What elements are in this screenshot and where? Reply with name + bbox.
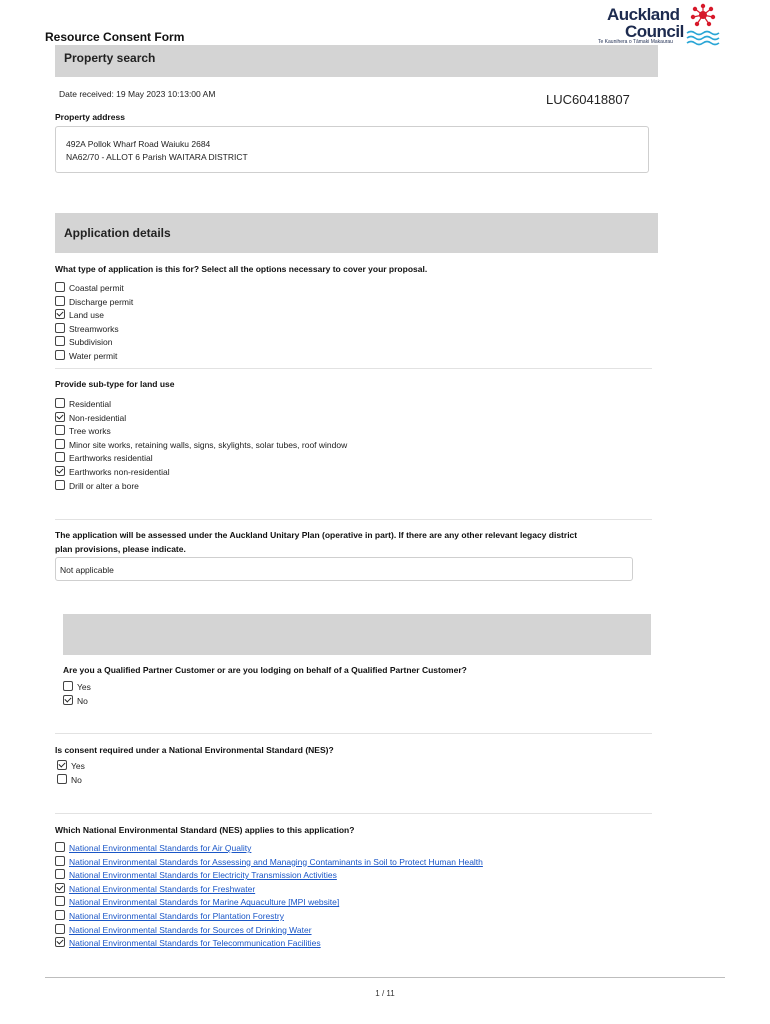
nes-which-question: Which National Environmental Standard (NES) applies to this application?: [55, 825, 355, 835]
nes-standard-option[interactable]: [55, 937, 321, 949]
nes-required-option[interactable]: [57, 774, 82, 786]
address-line-1: 492A Pollok Wharf Road Waiuku 2684: [66, 139, 211, 149]
checkbox-checked[interactable]: [55, 466, 65, 476]
checkbox-unchecked[interactable]: [55, 425, 65, 435]
checkbox-unchecked[interactable]: [57, 774, 67, 784]
land-use-subtype-label: Earthworks non-residential: [69, 467, 170, 477]
checkbox-checked[interactable]: [57, 760, 67, 770]
land-use-subtype-label: Tree works: [69, 426, 111, 437]
form-title: Resource Consent Form: [45, 30, 185, 44]
logo-line1: Auckland: [607, 5, 680, 24]
checkbox-unchecked[interactable]: [63, 681, 73, 691]
partner-question: Are you a Qualified Partner Customer or are you lodging on behalf of a Qualified Partner Customer?: [63, 665, 467, 675]
land-use-subtype-label: Non-residential: [69, 412, 127, 423]
divider: [55, 813, 652, 814]
plan-question-line-1: The application will be assessed under the Auckland Unitary Plan (operative in part). If there are any other relevant legacy district: [55, 530, 578, 540]
subtype-question: Provide sub-type for land use: [55, 379, 175, 389]
nes-required-label: No: [71, 774, 82, 785]
nes-standard-link[interactable]: National Environmental Standards for Assessing and Managing Contaminants in Soil to Protect Human Health: [69, 856, 483, 867]
land-use-subtype-option[interactable]: [55, 439, 347, 451]
plan-question-line-2: plan provisions, please indicate.: [55, 544, 186, 554]
nes-standard-option[interactable]: [55, 856, 483, 868]
nes-standard-link[interactable]: National Environmental Standards for Telecommunication Facilities: [69, 938, 321, 949]
partner-label: No: [77, 695, 88, 706]
land-use-subtype-option[interactable]: [55, 480, 139, 492]
nes-required-label: Yes: [71, 761, 85, 771]
divider: [55, 368, 652, 369]
checkbox-unchecked[interactable]: [55, 869, 65, 879]
nes-standard-link[interactable]: National Environmental Standards for Sources of Drinking Water: [69, 924, 312, 935]
nes-standard-link[interactable]: National Environmental Standards for Freshwater: [69, 883, 256, 894]
nes-standard-option[interactable]: [55, 869, 337, 881]
partner-option[interactable]: [63, 695, 88, 707]
checkbox-checked[interactable]: [63, 695, 73, 705]
checkbox-unchecked[interactable]: [55, 924, 65, 934]
land-use-subtype-option[interactable]: [55, 398, 111, 410]
checkbox-unchecked[interactable]: [55, 856, 65, 866]
checkbox-unchecked[interactable]: [55, 296, 65, 306]
footer-divider: [45, 977, 725, 978]
application-type-option[interactable]: [55, 350, 117, 362]
nes-standard-option[interactable]: [55, 910, 284, 922]
property-search-title: Property search: [64, 51, 156, 65]
application-type-option[interactable]: [55, 323, 119, 335]
pohutukawa-flower-icon: [683, 3, 723, 47]
land-use-subtype-label: Residential: [69, 399, 112, 409]
land-use-subtype-option[interactable]: [55, 452, 153, 464]
application-type-option[interactable]: [55, 309, 104, 321]
application-type-label: Water permit: [69, 351, 118, 361]
checkbox-checked[interactable]: [55, 412, 65, 422]
nes-standard-link[interactable]: National Environmental Standards for Air Quality: [69, 843, 252, 853]
application-type-option[interactable]: [55, 296, 133, 308]
application-type-label: Subdivision: [69, 337, 113, 348]
nes-required-question: Is consent required under a National Environmental Standard (NES)?: [55, 745, 334, 755]
checkbox-checked[interactable]: [55, 937, 65, 947]
logo-tagline: Te Kaunihera o Tāmaki Makaurau: [598, 39, 673, 45]
nes-standard-option[interactable]: [55, 924, 312, 936]
checkbox-unchecked[interactable]: [55, 336, 65, 346]
nes-standard-option[interactable]: [55, 842, 251, 854]
application-type-label: Discharge permit: [69, 296, 134, 307]
divider: [55, 519, 652, 520]
partner-label: Yes: [77, 682, 91, 692]
checkbox-unchecked[interactable]: [55, 896, 65, 906]
property-address-label: Property address: [55, 112, 125, 122]
plan-answer-value: Not applicable: [60, 565, 114, 575]
application-type-label: Coastal permit: [69, 283, 124, 293]
application-details-title: Application details: [64, 226, 171, 240]
checkbox-unchecked[interactable]: [55, 323, 65, 333]
land-use-subtype-option[interactable]: [55, 466, 170, 478]
checkbox-checked[interactable]: [55, 309, 65, 319]
land-use-subtype-option[interactable]: [55, 425, 111, 437]
checkbox-unchecked[interactable]: [55, 398, 65, 408]
date-received: Date received: 19 May 2023 10:13:00 AM: [59, 89, 216, 99]
partner-section-header: [63, 614, 651, 655]
land-use-subtype-label: Earthworks residential: [69, 453, 153, 464]
checkbox-unchecked[interactable]: [55, 842, 65, 852]
application-type-option[interactable]: [55, 282, 124, 294]
page-number: 1 / 11: [375, 989, 395, 998]
divider: [55, 733, 652, 734]
address-line-2: NA62/70 - ALLOT 6 Parish WAITARA DISTRICT: [66, 152, 248, 162]
reference-number: LUC60418807: [546, 92, 630, 107]
nes-standard-option[interactable]: [55, 883, 255, 895]
application-type-label: Streamworks: [69, 323, 119, 334]
land-use-subtype-label: Minor site works, retaining walls, signs, skylights, solar tubes, roof window: [69, 439, 348, 450]
land-use-subtype-label: Drill or alter a bore: [69, 480, 139, 491]
application-type-option[interactable]: [55, 336, 112, 348]
checkbox-checked[interactable]: [55, 883, 65, 893]
checkbox-unchecked[interactable]: [55, 910, 65, 920]
application-type-question: What type of application is this for? Select all the options necessary to cover your proposal.: [55, 264, 428, 274]
checkbox-unchecked[interactable]: [55, 439, 65, 449]
checkbox-unchecked[interactable]: [55, 350, 65, 360]
checkbox-unchecked[interactable]: [55, 452, 65, 462]
nes-standard-link[interactable]: National Environmental Standards for Plantation Forestry: [69, 911, 284, 921]
nes-standard-link[interactable]: National Environmental Standards for Marine Aquaculture [MPI website]: [69, 897, 340, 908]
nes-required-option[interactable]: [57, 760, 85, 772]
checkbox-unchecked[interactable]: [55, 480, 65, 490]
logo-line2: Council: [625, 22, 684, 41]
checkbox-unchecked[interactable]: [55, 282, 65, 292]
plan-answer-field[interactable]: [55, 557, 633, 581]
application-type-label: Land use: [69, 310, 104, 321]
land-use-subtype-option[interactable]: [55, 412, 126, 424]
nes-standard-option[interactable]: [55, 896, 339, 908]
partner-option[interactable]: [63, 681, 91, 693]
property-address-box: [55, 126, 649, 173]
auckland-council-logo: [595, 3, 725, 47]
nes-standard-link[interactable]: National Environmental Standards for Electricity Transmission Activities: [69, 870, 337, 881]
